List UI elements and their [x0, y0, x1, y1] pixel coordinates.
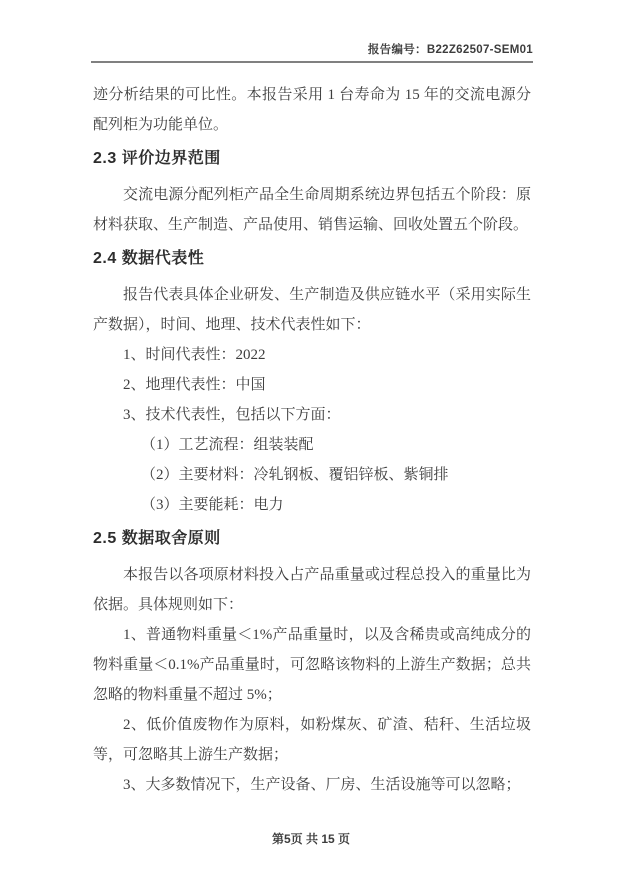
report-number: 报告编号：B22Z62507-SEM01 — [367, 44, 533, 56]
sub-item-materials: （2）主要材料：冷轧钢板、覆铝锌板、紫铜排 — [141, 467, 449, 483]
sub-item-process: （1）工艺流程：组装装配 — [141, 437, 314, 453]
list-item-tech-representativeness: 3、技术代表性，包括以下方面： — [123, 407, 341, 423]
list-item-cutoff-rule-1: 1、普通物料重量＜1%产品重量时，以及含稀贵或高纯成分的物料重量＜0.1%产品重量时，可忽略该物料的上游生产数据；总共忽略的物料重量不超过 5%； — [93, 627, 531, 703]
list-item-cutoff-rule-3: 3、大多数情况下，生产设备、厂房、生活设施等可以忽略； — [123, 777, 521, 793]
document-body — [93, 80, 531, 800]
sub-item-energy: （3）主要能耗：电力 — [141, 497, 284, 513]
list-item-time-representativeness: 1、时间代表性：2022 — [123, 347, 266, 363]
page-number: 第5页 共 15 页 — [271, 832, 351, 846]
paragraph-functional-unit: 迹分析结果的可比性。本报告采用 1 台寿命为 15 年的交流电源分配列柜为功能单位。 — [93, 87, 531, 133]
section-heading-2-4: 2.4 数据代表性 — [93, 250, 205, 267]
paragraph-representativeness-intro: 报告代表具体企业研发、生产制造及供应链水平（采用实际生产数据），时间、地理、技术代表性如下： — [93, 287, 531, 333]
section-heading-2-5: 2.5 数据取舍原则 — [93, 530, 221, 547]
header-rule — [91, 61, 533, 63]
paragraph-cutoff-intro: 本报告以各项原材料投入占产品重量或过程总投入的重量比为依据。具体规则如下： — [93, 567, 531, 613]
list-item-cutoff-rule-2: 2、低价值废物作为原料，如粉煤灰、矿渣、秸秆、生活垃圾等，可忽略其上游生产数据； — [93, 717, 531, 763]
section-heading-2-3: 2.3 评价边界范围 — [93, 150, 221, 167]
paragraph-system-boundary: 交流电源分配列柜产品全生命周期系统边界包括五个阶段：原材料获取、生产制造、产品使用、销售运输、回收处置五个阶段。 — [93, 187, 531, 233]
list-item-geo-representativeness: 2、地理代表性：中国 — [123, 377, 266, 393]
